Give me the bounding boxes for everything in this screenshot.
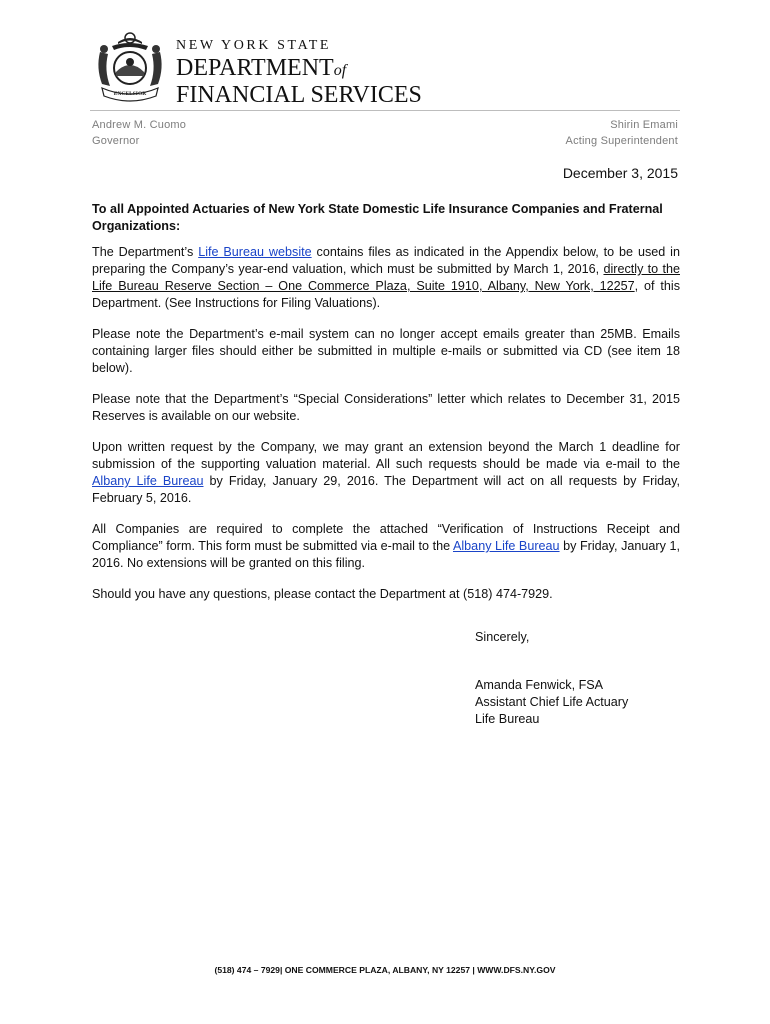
- closing-text: Sincerely,: [475, 630, 530, 644]
- paragraph-2: Please note the Department’s e-mail system can no longer accept emails greater than 25MB. Emails containing larger files should either be submitted in multiple e-mails or submitted via CD (see item 18 below).: [92, 327, 680, 375]
- governor-name: Andrew M. Cuomo: [92, 119, 187, 131]
- albany-life-bureau-link-2[interactable]: Albany Life Bureau: [452, 539, 560, 553]
- p1-text-c: , of this Department. (See Instructions for Filing Valuations).: [92, 279, 680, 310]
- letter-body: [92, 201, 680, 617]
- signer-name: Amanda Fenwick, FSA: [475, 678, 604, 692]
- superintendent-block: [566, 117, 678, 149]
- closing: [475, 629, 529, 646]
- p5-text-b: by Friday, January 1, 2016. No extensions will be granted on this filing.: [92, 539, 680, 570]
- agency-line-department: [176, 56, 422, 83]
- governor-title: Governor: [92, 135, 140, 147]
- paragraph-5: [92, 521, 680, 572]
- paragraph-3: Please note that the Department’s “Special Considerations” letter which relates to December 31, 2015 Reserves is available on our website.: [92, 392, 680, 423]
- albany-life-bureau-link[interactable]: Albany Life Bureau: [92, 474, 204, 488]
- header-divider: [90, 110, 680, 111]
- signer-unit: Life Bureau: [475, 712, 540, 726]
- agency-line-financial: FINANCIAL SERVICES: [176, 82, 422, 108]
- seal-motto: EXCELSIOR: [113, 91, 147, 97]
- p1-text-b: contains files as indicated in the Appendix below, to be used in preparing the Company’s year-end valuation, which must be submitted by March 1, 2016,: [92, 245, 680, 276]
- letter-date: December 3, 2015: [562, 165, 678, 181]
- p5-text-a: All Companies are required to complete the attached “Verification of Instructions Receipt and Compliance” form. This form must be submitted via e-mail to the: [92, 522, 680, 553]
- page-footer: (518) 474 – 7929| ONE COMMERCE PLAZA, ALBANY, NY 12257 | WWW.DFS.NY.GOV: [214, 965, 556, 975]
- superintendent-name: Shirin Emami: [610, 119, 678, 131]
- paragraph-6: Should you have any questions, please contact the Department at (518) 474-7929.: [92, 587, 553, 601]
- superintendent-title: Acting Superintendent: [565, 135, 678, 147]
- agency-of-word: of: [333, 62, 347, 79]
- life-bureau-website-link[interactable]: Life Bureau website: [198, 245, 312, 259]
- signer-title: Assistant Chief Life Actuary: [475, 695, 629, 709]
- salutation: To all Appointed Actuaries of New York State Domestic Life Insurance Companies and Fraternal Organizations:: [92, 202, 663, 233]
- agency-line-state: NEW YORK STATE: [176, 38, 332, 53]
- p4-text-b: by Friday, January 29, 2016. The Department will act on all requests by Friday, February 5, 2016.: [92, 474, 680, 505]
- agency-department-word: DEPARTMENT: [176, 55, 334, 81]
- governor-block: [92, 117, 186, 149]
- signature-block: [475, 677, 628, 728]
- p4-text-a: Upon written request by the Company, we may grant an extension beyond the March 1 deadline for submission of the supporting valuation material. All such requests should be made via e-mail to the: [92, 440, 680, 471]
- nys-seal-logo: [92, 28, 168, 104]
- agency-name: [176, 38, 422, 107]
- paragraph-4: [92, 439, 680, 507]
- p1-text-a: The Department’s: [92, 245, 199, 259]
- p1-underlined-address: directly to the Life Bureau Reserve Section – One Commerce Plaza, Suite 1910, Albany, New York, 12257: [92, 262, 680, 293]
- paragraph-1: [92, 244, 680, 312]
